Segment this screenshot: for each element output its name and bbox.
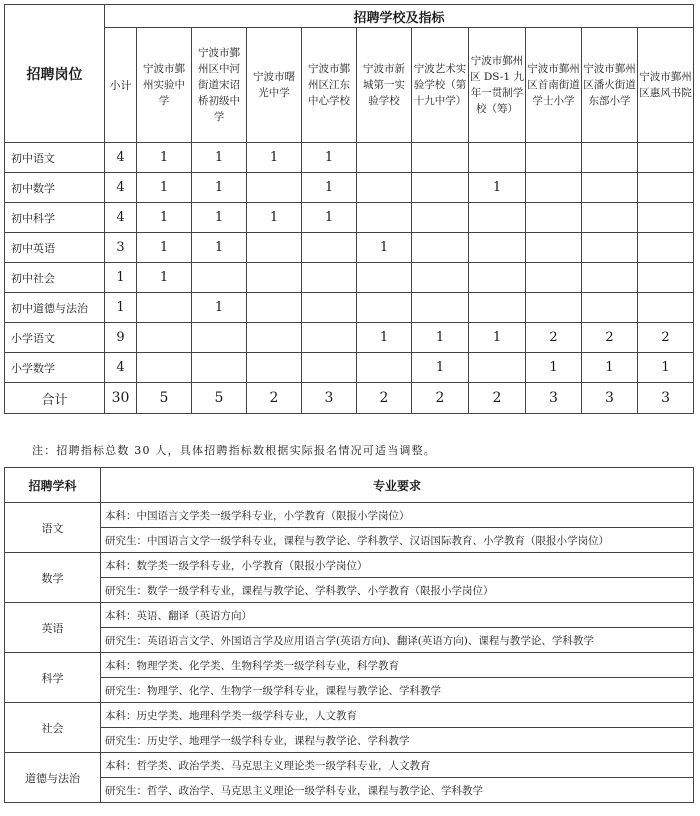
quota-cell: 1 [469, 173, 526, 203]
quota-cell [302, 293, 357, 323]
header-post: 招聘岗位 [5, 5, 105, 143]
quota-cell [638, 203, 694, 233]
quota-cell [302, 323, 357, 353]
quota-cell: 1 [247, 203, 302, 233]
subject-name: 道德与法治 [5, 753, 101, 803]
header-school: 宁波艺术实验学校（第十九中学） [412, 28, 469, 143]
post-name: 初中英语 [5, 233, 105, 263]
quota-cell: 1 [357, 323, 412, 353]
quota-cell [412, 233, 469, 263]
table-row [5, 323, 694, 353]
subtotal-cell: 4 [105, 143, 137, 173]
quota-cell: 1 [137, 143, 192, 173]
subtotal-cell: 4 [105, 203, 137, 233]
undergrad-requirement: 本科：哲学类、政治学类、马克思主义理论类一级学科专业，人文教育 [101, 753, 694, 778]
quota-cell [247, 293, 302, 323]
quota-cell: 1 [526, 353, 582, 383]
quota-cell [302, 233, 357, 263]
post-name: 小学数学 [5, 353, 105, 383]
header-school: 宁波市鄞州区潘火街道东部小学 [582, 28, 638, 143]
subject-name: 语文 [5, 503, 101, 553]
quota-cell [412, 143, 469, 173]
quota-cell: 1 [192, 233, 247, 263]
quota-cell [469, 293, 526, 323]
subject-name: 数学 [5, 553, 101, 603]
quota-cell [357, 293, 412, 323]
quota-cell [137, 293, 192, 323]
quota-cell [526, 203, 582, 233]
header-subject: 招聘学科 [5, 468, 101, 503]
quota-cell: 1 [192, 173, 247, 203]
header-school: 宁波市鄞州区江东中心学校 [302, 28, 357, 143]
quota-cell: 1 [192, 293, 247, 323]
quota-cell [582, 233, 638, 263]
quota-cell [192, 263, 247, 293]
post-name: 初中数学 [5, 173, 105, 203]
graduate-requirement: 研究生：中国语言文学一级学科专业，课程与教学论、学科教学、汉语国际教育、小学教育（限报小学岗位） [101, 528, 694, 553]
quota-cell: 1 [582, 353, 638, 383]
post-name: 初中社会 [5, 263, 105, 293]
quota-cell: 2 [526, 323, 582, 353]
quota-cell [247, 323, 302, 353]
quota-cell [582, 203, 638, 233]
quota-cell [526, 293, 582, 323]
quota-cell [137, 323, 192, 353]
quota-cell [302, 263, 357, 293]
post-name: 初中语文 [5, 143, 105, 173]
table-row [5, 203, 694, 233]
quota-cell: 2 [582, 323, 638, 353]
quota-cell: 1 [638, 353, 694, 383]
quota-cell [247, 263, 302, 293]
quota-cell [412, 173, 469, 203]
quota-cell [247, 353, 302, 383]
undergrad-requirement: 本科：历史学类、地理科学类一级学科专业，人文教育 [101, 703, 694, 728]
table-row [5, 628, 694, 653]
quota-cell [582, 263, 638, 293]
graduate-requirement: 研究生：历史学、地理学一级学科专业，课程与教学论、学科教学 [101, 728, 694, 753]
table-row [5, 353, 694, 383]
graduate-requirement: 研究生：哲学、政治学、马克思主义理论一级学科专业，课程与教学论、学科教学 [101, 778, 694, 803]
total-cell: 5 [137, 383, 192, 414]
total-cell: 2 [412, 383, 469, 414]
subtotal-cell: 4 [105, 173, 137, 203]
quota-cell [247, 173, 302, 203]
quota-cell: 1 [192, 203, 247, 233]
header-school: 宁波市鄞州区 DS-1 九年一贯制学校（筹） [469, 28, 526, 143]
header-school: 宁波市鄞州区惠风书院 [638, 28, 694, 143]
header-subtotal: 小计 [105, 28, 137, 143]
table-row [5, 263, 694, 293]
total-row [5, 383, 694, 414]
post-name: 小学语文 [5, 323, 105, 353]
total-subtotal: 30 [105, 383, 137, 414]
quota-cell [582, 143, 638, 173]
table-row [5, 678, 694, 703]
quota-cell: 1 [302, 203, 357, 233]
post-name: 初中道德与法治 [5, 293, 105, 323]
table-row [5, 728, 694, 753]
quota-note: 注：招聘指标总数 30 人，具体招聘指标数根据实际报名情况可适当调整。 [32, 444, 436, 457]
quota-cell [302, 353, 357, 383]
header-school: 宁波市曙光中学 [247, 28, 302, 143]
quota-cell [469, 353, 526, 383]
quota-cell [412, 263, 469, 293]
total-cell: 3 [638, 383, 694, 414]
quota-cell [357, 203, 412, 233]
quota-cell [357, 263, 412, 293]
table-row [5, 778, 694, 803]
quota-cell: 1 [302, 143, 357, 173]
undergrad-requirement: 本科：数学类一级学科专业，小学教育（限报小学岗位） [101, 553, 694, 578]
quota-cell [526, 173, 582, 203]
quota-cell [526, 143, 582, 173]
subtotal-cell: 1 [105, 293, 137, 323]
table-row [5, 703, 694, 728]
quota-cell: 2 [638, 323, 694, 353]
quota-cell [192, 323, 247, 353]
quota-cell: 1 [192, 143, 247, 173]
subtotal-cell: 3 [105, 233, 137, 263]
quota-cell [582, 173, 638, 203]
header-school: 宁波市鄞州区中河街道宋诏桥初级中学 [192, 28, 247, 143]
table-row [5, 293, 694, 323]
quota-cell: 1 [469, 323, 526, 353]
quota-cell [638, 233, 694, 263]
table-row [5, 553, 694, 578]
total-cell: 2 [357, 383, 412, 414]
quota-cell: 1 [137, 263, 192, 293]
post-name: 初中科学 [5, 203, 105, 233]
total-cell: 3 [582, 383, 638, 414]
quota-cell [469, 263, 526, 293]
header-schools-group: 招聘学校及指标 [105, 5, 694, 28]
table-row [5, 603, 694, 628]
quota-cell [526, 263, 582, 293]
quota-cell [247, 233, 302, 263]
quota-cell: 1 [302, 173, 357, 203]
quota-cell: 1 [412, 323, 469, 353]
table-row [5, 578, 694, 603]
total-cell: 3 [526, 383, 582, 414]
quota-cell: 1 [412, 353, 469, 383]
total-cell: 2 [247, 383, 302, 414]
quota-cell [582, 293, 638, 323]
subject-name: 英语 [5, 603, 101, 653]
quota-cell [638, 173, 694, 203]
quota-cell [469, 233, 526, 263]
quota-cell [412, 203, 469, 233]
subtotal-cell: 1 [105, 263, 137, 293]
subject-name: 社会 [5, 703, 101, 753]
undergrad-requirement: 本科：英语、翻译（英语方向） [101, 603, 694, 628]
total-cell: 2 [469, 383, 526, 414]
quota-cell [137, 353, 192, 383]
header-school: 宁波市鄞州区首南街道学士小学 [526, 28, 582, 143]
quota-cell [526, 233, 582, 263]
quota-cell: 1 [137, 173, 192, 203]
recruitment-quota-table [4, 4, 694, 414]
quota-cell [192, 353, 247, 383]
graduate-requirement: 研究生：英语语言文学、外国语言学及应用语言学(英语方向)、翻译(英语方向)、课程与教学论、学科教学 [101, 628, 694, 653]
header-school: 宁波市新城第一实验学校 [357, 28, 412, 143]
quota-cell [638, 143, 694, 173]
table-row [5, 233, 694, 263]
quota-cell [469, 143, 526, 173]
table-row [5, 753, 694, 778]
quota-cell: 1 [357, 233, 412, 263]
quota-cell [412, 293, 469, 323]
total-cell: 3 [302, 383, 357, 414]
table-row [5, 143, 694, 173]
graduate-requirement: 研究生：物理学、化学、生物学一级学科专业，课程与教学论、学科教学 [101, 678, 694, 703]
quota-cell [357, 143, 412, 173]
quota-cell [638, 293, 694, 323]
subtotal-cell: 9 [105, 323, 137, 353]
quota-cell: 1 [137, 203, 192, 233]
table-row [5, 173, 694, 203]
quota-cell [357, 353, 412, 383]
quota-cell [357, 173, 412, 203]
subject-name: 科学 [5, 653, 101, 703]
table-row [5, 528, 694, 553]
total-cell: 5 [192, 383, 247, 414]
graduate-requirement: 研究生：数学一级学科专业，课程与教学论、学科教学、小学教育（限报小学岗位） [101, 578, 694, 603]
header-school: 宁波市鄞州实验中学 [137, 28, 192, 143]
undergrad-requirement: 本科：中国语言文学类一级学科专业，小学教育（限报小学岗位） [101, 503, 694, 528]
quota-cell: 1 [247, 143, 302, 173]
table-row [5, 653, 694, 678]
subtotal-cell: 4 [105, 353, 137, 383]
quota-cell [638, 263, 694, 293]
undergrad-requirement: 本科：物理学类、化学类、生物科学类一级学科专业，科学教育 [101, 653, 694, 678]
total-label: 合计 [5, 383, 105, 414]
quota-cell [469, 203, 526, 233]
table-row [5, 503, 694, 528]
major-requirements-table [4, 467, 694, 803]
quota-cell: 1 [137, 233, 192, 263]
header-requirement: 专业要求 [101, 468, 694, 503]
